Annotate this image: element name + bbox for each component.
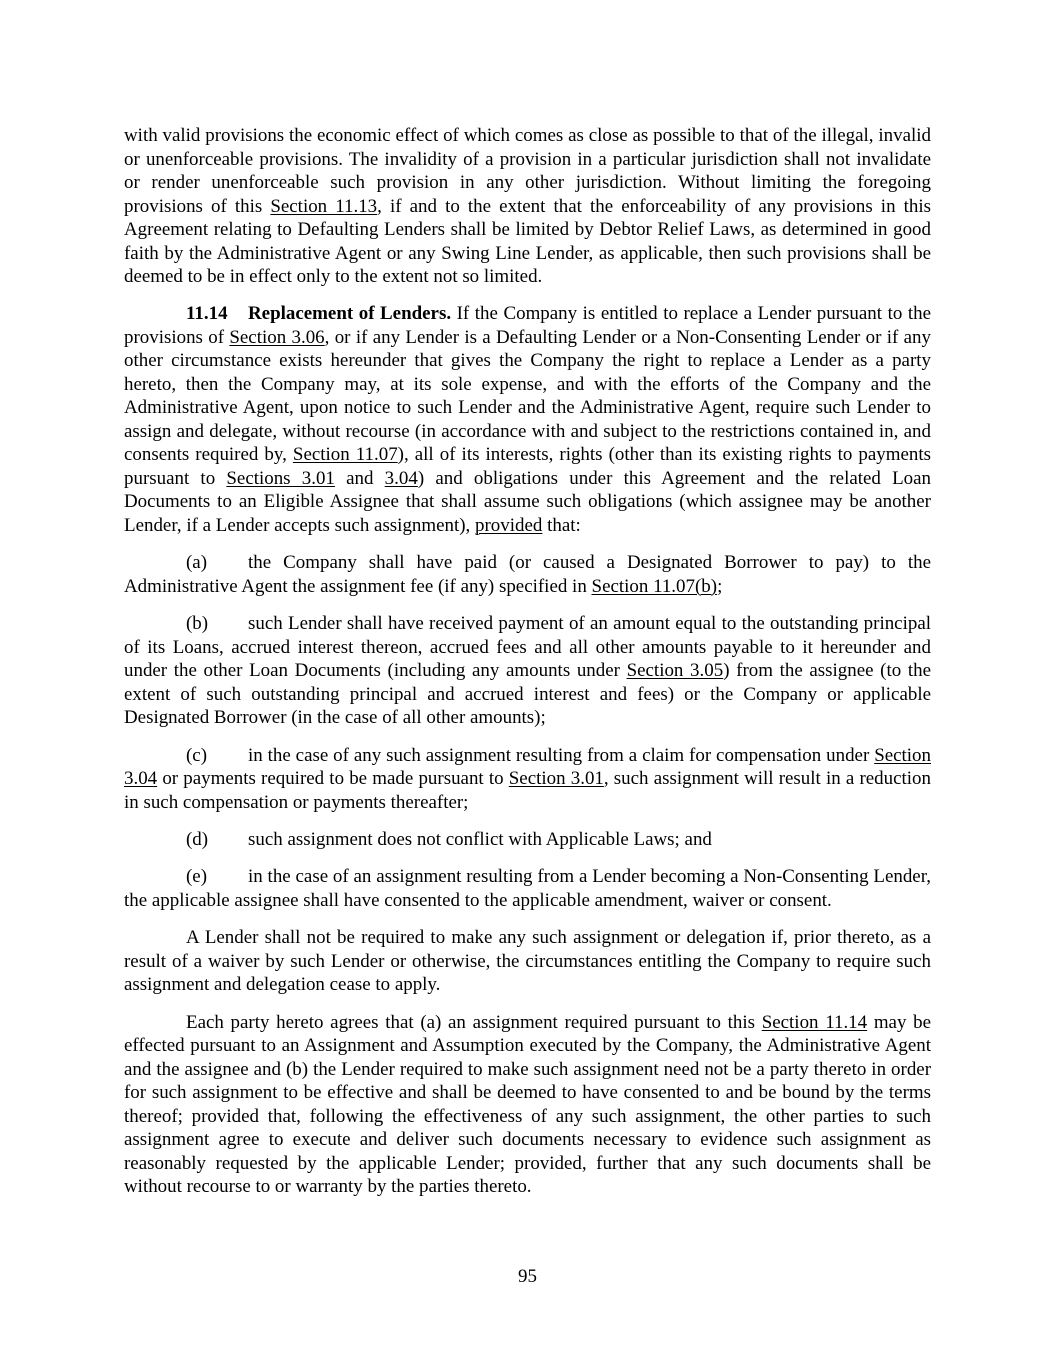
clause-text: or payments required to be made pursuant to bbox=[157, 768, 509, 790]
paragraph-continued bbox=[124, 124, 931, 289]
section-reference: 3.04 bbox=[384, 467, 418, 489]
paragraph-text: with valid provisions the economic effect of which comes as close as possible to that of the illegal, invalid or unenforceable provisions. The invalidity of a provision in a particular jurisdiction shall not invalidate or render unenforceable such provision in any other jurisdiction. Without limiting the foregoing provisions of this bbox=[124, 125, 931, 217]
clause-label: (d) bbox=[186, 828, 209, 850]
clause-text: in the case of an assignment resulting from a Lender becoming a Non-Consenting Lender, the applicable assignee shall have consented to the applicable amendment, waiver or consent. bbox=[124, 866, 931, 911]
paragraph-text: If the Company is entitled to replace a Lender pursuant to the provisions of bbox=[124, 303, 931, 348]
clause-label: (b) bbox=[186, 613, 209, 635]
clause-text: , such assignment will result in a reduction in such compensation or payments thereafter; bbox=[124, 768, 931, 813]
clause-c bbox=[124, 744, 931, 815]
paragraph-text: Each party hereto agrees that (a) an assignment required pursuant to this bbox=[186, 1011, 762, 1033]
section-11-14-paragraph bbox=[124, 302, 931, 537]
clause-text: such Lender shall have received payment of an amount equal to the outstanding principal of its Loans, accrued interest thereon, accrued fees and all other amounts payable to it hereunder and under the other Loan Documents (including any amounts under bbox=[124, 613, 931, 682]
clause-label: (c) bbox=[186, 744, 208, 766]
clause-label: (e) bbox=[186, 866, 208, 888]
clause-a bbox=[124, 551, 931, 598]
clause-d bbox=[124, 828, 931, 852]
clause-text: ; bbox=[717, 575, 723, 597]
section-reference: Section 11.13 bbox=[270, 195, 378, 217]
clause-text: such assignment does not conflict with Applicable Laws; and bbox=[248, 828, 712, 850]
section-reference: Section 3.06 bbox=[229, 326, 325, 348]
document-body bbox=[124, 124, 931, 1213]
paragraph-text: that: bbox=[542, 514, 581, 536]
paragraph-text: and bbox=[334, 467, 385, 489]
section-reference: Section 11.07(b) bbox=[591, 575, 718, 597]
paragraph-text: may be effected pursuant to an Assignment and Assumption executed by the Company, the Administrative Agent and the assignee and (b) the Lender required to make such assignment need not be a party thereto in order for such assignment to be effective and shall be deemed to have consented to and be bound by the terms thereof; provided that, following the effectiveness of any such assignment, the other parties to such assignment agree to execute and deliver such documents necessary to evidence such assignment as reasonably requested by the applicable Lender; provided, further that any such documents shall be without recourse to or warranty by the parties thereto. bbox=[124, 1011, 931, 1198]
section-reference: Section 3.01 bbox=[508, 768, 604, 790]
clause-text: in the case of any such assignment resulting from a claim for compensation under bbox=[248, 744, 875, 766]
page-number: 95 bbox=[518, 1266, 537, 1287]
section-reference: Section 3.04 bbox=[124, 744, 931, 790]
section-number: 11.14 bbox=[186, 303, 228, 325]
section-reference: Section 11.14 bbox=[761, 1011, 868, 1033]
paragraph-text: , or if any Lender is a Defaulting Lender or a Non-Consenting Lender or if any other circumstance exists hereunder that gives the Company the right to replace a Lender as a party hereto, then the Company may, at its sole expense, and with the efforts of the Company and the Administrative Agent, upon notice to such Lender and the Administrative Agent, require such Lender to assign and delegate, without recourse (in accordance with and subject to the restrictions contained in, and consents required by, bbox=[124, 326, 931, 466]
paragraph-text: , if and to the extent that the enforceability of any provisions in this Agreement relating to Defaulting Lenders shall be limited by Debtor Relief Laws, as determined in good faith by the Administrative Agent or any Swing Line Lender, as applicable, then such provisions shall be deemed to be in effect only to the extent not so limited. bbox=[124, 195, 931, 287]
paragraph-each-party bbox=[124, 1011, 931, 1199]
paragraph-text: ), all of its interests, rights (other than its existing rights to payments pursuant to bbox=[124, 444, 931, 489]
paragraph-lender-not-required bbox=[124, 926, 931, 997]
section-heading: Replacement of Lenders. bbox=[248, 303, 452, 325]
section-reference: Section 11.07 bbox=[292, 444, 398, 466]
clause-b bbox=[124, 612, 931, 730]
paragraph-text: A Lender shall not be required to make any such assignment or delegation if, prior thereto, as a result of a waiver by such Lender or otherwise, the circumstances entitling the Company to require such assignment and delegation cease to apply. bbox=[124, 927, 931, 996]
provided-term: provided bbox=[475, 514, 543, 536]
section-reference: Sections 3.01 bbox=[226, 467, 335, 489]
section-reference: Section 3.05 bbox=[626, 660, 724, 682]
clause-text: ) from the assignee (to the extent of such outstanding principal and accrued interest and fees) or the Company or applicable Designated Borrower (in the case of all other amounts); bbox=[124, 660, 931, 729]
paragraph-text: ) and obligations under this Agreement and the related Loan Documents to an Eligible Assignee that shall assume such obligations (which assignee may be another Lender, if a Lender accepts such assignment), bbox=[124, 467, 931, 536]
clause-text: the Company shall have paid (or caused a Designated Borrower to pay) to the Administrative Agent the assignment fee (if any) specified in bbox=[124, 552, 931, 597]
clause-label: (a) bbox=[186, 552, 208, 574]
clause-e bbox=[124, 865, 931, 912]
